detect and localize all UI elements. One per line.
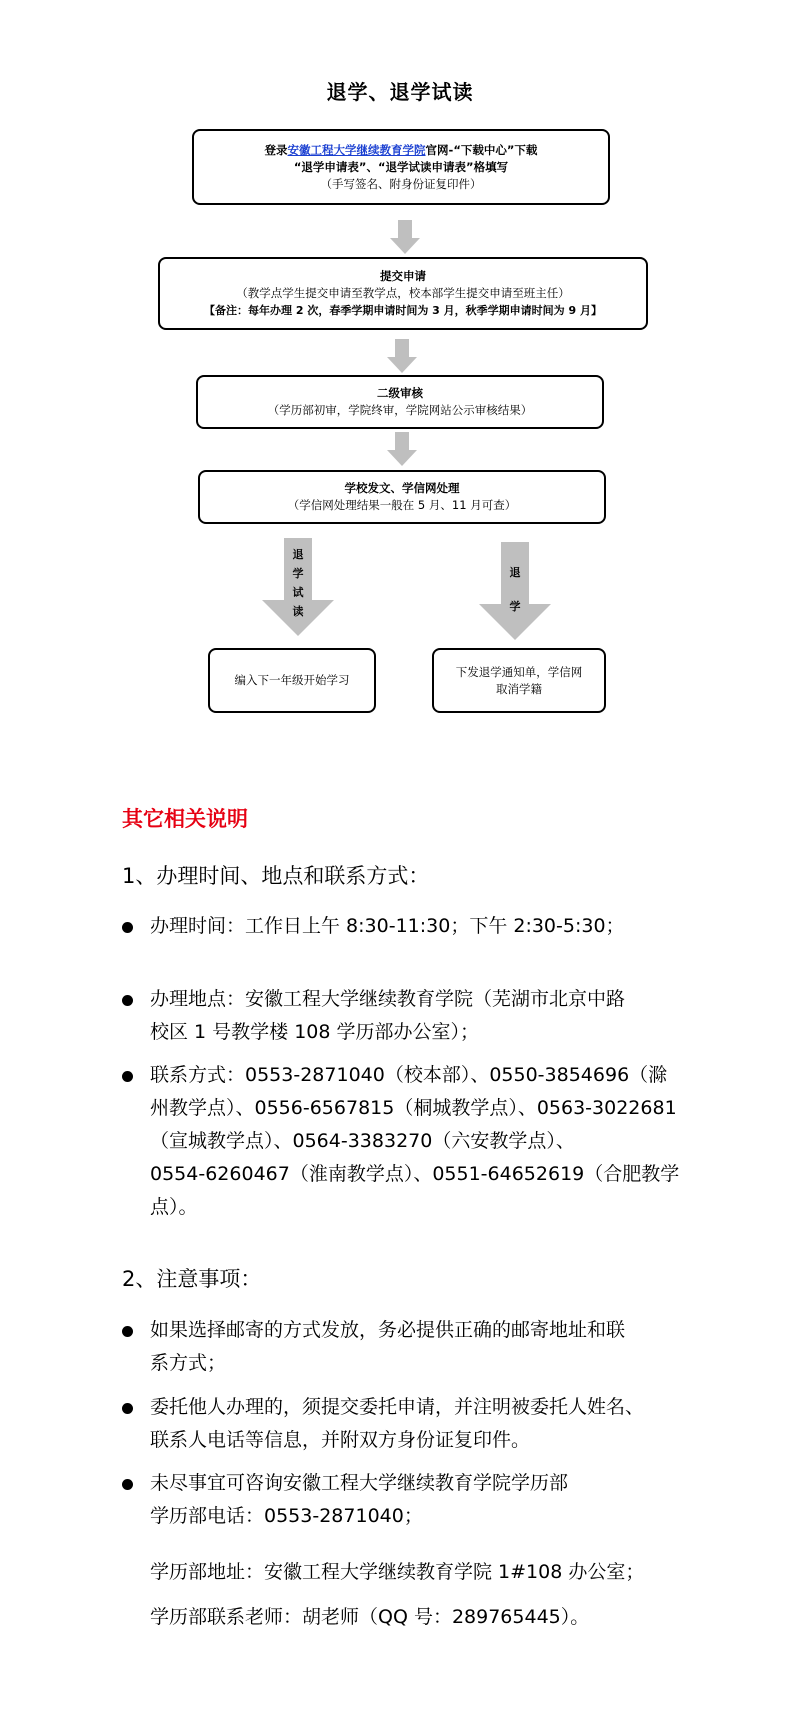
branch-right-char: 退	[509, 566, 521, 579]
step2-line2: （教学点学生提交申请至教学点，校本部学生提交申请至班主任）	[236, 286, 570, 300]
branch-right-char: 学	[509, 600, 521, 613]
list-item	[122, 983, 692, 1049]
list-item-line: 联系人电话等信息，并附双方身份证复印件。	[150, 1429, 531, 1451]
result-right-box	[432, 648, 606, 713]
bullet-icon	[122, 922, 133, 933]
flow-step-download	[192, 129, 610, 205]
step4-title: 学校发文、学信网处理	[344, 481, 460, 495]
step1-post: 官网-“下载中心”下载	[425, 142, 538, 157]
bullet-icon	[122, 1071, 133, 1082]
list-item-line: 校区 1 号教学楼 108 学历部办公室）；	[150, 1021, 480, 1043]
step3-title: 二级审核	[377, 386, 423, 400]
result-right-line1: 下发退学通知单，学信网	[455, 664, 583, 679]
list-item-line: 州教学点）、0556-6567815（桐城教学点）、0563-3022681	[150, 1097, 677, 1119]
down-arrow-icon	[390, 220, 420, 254]
bullet-icon	[122, 1326, 133, 1337]
down-arrow-icon	[387, 432, 417, 466]
flow-step-process	[198, 470, 606, 524]
step1-pre: 登录	[264, 142, 288, 157]
branch-left-label	[288, 545, 308, 621]
list-item-line: （宣城教学点）、0564-3383270（六安教学点）、	[150, 1130, 575, 1152]
list-item-line: 学历部电话：0553-2871040；	[150, 1505, 423, 1527]
list-item-line: 办理地点：安徽工程大学继续教育学院（芜湖市北京中路	[150, 988, 626, 1010]
list-item-line: 系方式；	[150, 1352, 227, 1374]
list-item-line: 点）。	[150, 1196, 198, 1218]
step3-line2: （学历部初审，学院终审，学院网站公示审核结果）	[267, 403, 533, 417]
step1-line2: “退学申请表”、“退学试读申请表”格填写	[293, 159, 509, 174]
list-item-line: 未尽事宜可咨询安徽工程大学继续教育学院学历部	[150, 1472, 569, 1494]
step2-line3: 【备注：每年办理 2 次，春季学期申请时间为 3 月，秋季学期申请时间为 9 月】	[204, 304, 602, 317]
section2-title: 2、注意事项：	[122, 1267, 262, 1291]
bullet-icon	[122, 1403, 133, 1414]
result-right-line2: 取消学籍	[496, 681, 542, 696]
list-item-line: 如果选择邮寄的方式发放，务必提供正确的邮寄地址和联	[150, 1319, 626, 1341]
contact-teacher: 学历部联系老师：胡老师（QQ 号：289765445）。	[150, 1606, 590, 1628]
bullet-icon	[122, 1479, 133, 1490]
list-item	[122, 1059, 692, 1224]
college-link[interactable]: 安徽工程大学继续教育学院	[287, 142, 426, 157]
step1-line3: （手写签名、附身份证复印件）	[320, 176, 482, 191]
list-item	[122, 1391, 692, 1457]
branch-left-char: 退	[292, 548, 304, 561]
branch-left-char: 学	[292, 567, 304, 580]
office-address: 学历部地址：安徽工程大学继续教育学院 1#108 办公室；	[150, 1561, 645, 1583]
list-item	[122, 910, 692, 943]
down-arrow-icon	[387, 339, 417, 373]
list-item-line: 0554-6260467（淮南教学点）、0551-64652619（合肥教学	[150, 1163, 680, 1185]
flow-step-review	[196, 375, 604, 429]
bullet-icon	[122, 995, 133, 1006]
flow-step-submit	[158, 257, 648, 330]
list-item-line: 联系方式：0553-2871040（校本部）、0550-3854696（滁	[150, 1064, 668, 1086]
list-item	[122, 1314, 692, 1380]
step1-line1	[194, 142, 608, 159]
result-left-box	[208, 648, 376, 713]
notes-heading: 其它相关说明	[122, 807, 248, 831]
step4-line2: （学信网处理结果一般在 5 月、11 月可查）	[287, 498, 517, 512]
branch-right-label	[505, 556, 525, 624]
branch-left-char: 试	[292, 586, 304, 599]
list-item-line: 办理时间：工作日上午 8:30-11:30；下午 2:30-5:30；	[150, 915, 625, 937]
step2-title: 提交申请	[380, 269, 426, 283]
page-title: 退学、退学试读	[326, 80, 474, 104]
branch-left-char: 读	[292, 605, 304, 618]
list-item-line: 委托他人办理的，须提交委托申请，并注明被委托人姓名、	[150, 1396, 645, 1418]
list-item	[122, 1467, 692, 1533]
result-left-text: 编入下一年级开始学习	[234, 673, 350, 687]
section1-title: 1、办理时间、地点和联系方式：	[122, 864, 430, 888]
